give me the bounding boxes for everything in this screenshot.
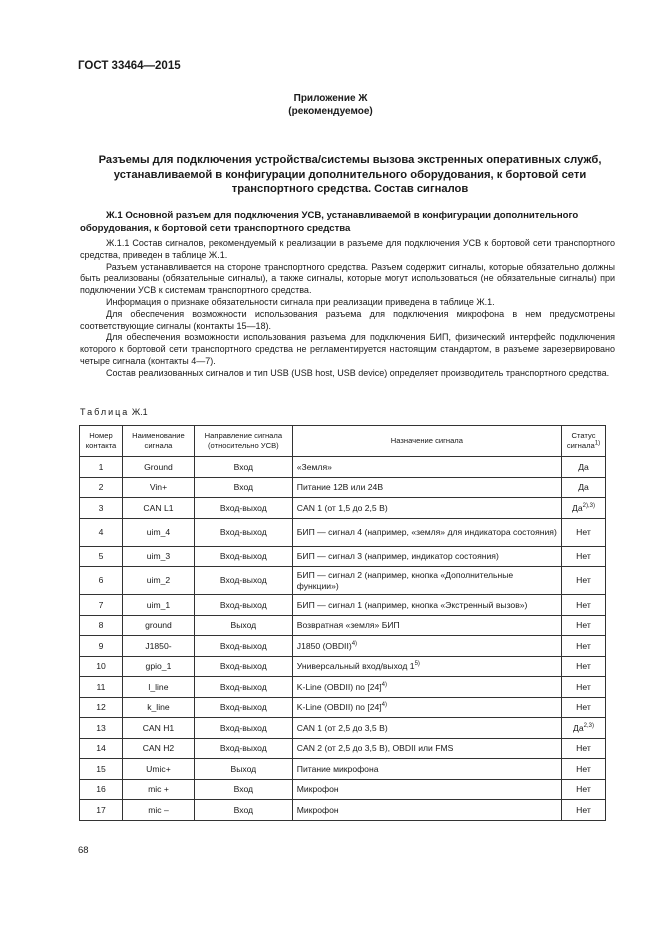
header-purpose: Назначение сигнала [292, 426, 561, 457]
cell-purpose [292, 779, 561, 800]
cell-num: 2 [80, 477, 123, 498]
cell-status [561, 636, 605, 657]
cell-name: l_line [122, 677, 194, 698]
cell-purpose [292, 518, 561, 546]
table-row [80, 498, 606, 519]
cell-status [561, 457, 605, 478]
cell-status [561, 697, 605, 718]
table-row [80, 677, 606, 698]
cell-num: 14 [80, 738, 123, 759]
cell-purpose [292, 759, 561, 780]
table-caption [80, 407, 148, 417]
cell-num: 1 [80, 457, 123, 478]
cell-direction: Вход [194, 779, 292, 800]
cell-purpose-text: J1850 (OBDII) [296, 640, 352, 651]
cell-status-footnote: 2,3) [583, 722, 594, 729]
table-row [80, 615, 606, 636]
title-line: Разъемы для подключения устройства/системы вызова экстренных оперативных служб, [98, 154, 602, 166]
cell-status-text: Да [572, 502, 583, 513]
section-heading-line: Ж.1 Основной разъем для подключения УСВ, устанавливаемой в конфигурации дополнительного [106, 210, 579, 221]
cell-num: 3 [80, 498, 123, 519]
cell-purpose-text: Питание микрофона [296, 763, 379, 774]
appendix-note: (рекомендуемое) [288, 106, 373, 117]
cell-status-text: Нет [576, 526, 591, 537]
cell-direction: Вход-выход [194, 697, 292, 718]
cell-direction: Вход-выход [194, 738, 292, 759]
cell-status-text: Да [578, 461, 589, 472]
cell-purpose-text: K-Line (OBDII) по [24] [296, 681, 382, 692]
cell-num: 11 [80, 677, 123, 698]
cell-status [561, 498, 605, 519]
header-status-text: Статус сигнала [566, 431, 596, 450]
title-line: транспортного средства. Состав сигналов [231, 183, 469, 195]
cell-num: 6 [80, 567, 123, 595]
cell-direction: Вход-выход [194, 518, 292, 546]
cell-purpose [292, 615, 561, 636]
cell-direction: Вход-выход [194, 546, 292, 567]
cell-num: 16 [80, 779, 123, 800]
cell-status [561, 595, 605, 616]
cell-name: Vin+ [122, 477, 194, 498]
cell-num: 12 [80, 697, 123, 718]
cell-purpose-footnote: 4) [351, 640, 358, 647]
cell-num: 8 [80, 615, 123, 636]
cell-status-text: Нет [576, 661, 591, 672]
cell-name: CAN H2 [122, 738, 194, 759]
paragraph: Информация о признаке обязательности сигнала при реализации приведена в таблице Ж.1. [106, 296, 495, 307]
cell-name: mic – [122, 800, 194, 821]
table-row [80, 477, 606, 498]
cell-name: Ground [122, 457, 194, 478]
cell-purpose-text: БИП — сигнал 3 (например, индикатор состояния) [296, 551, 499, 562]
cell-num: 13 [80, 718, 123, 739]
cell-status-text: Нет [576, 599, 591, 610]
cell-name: J1850- [122, 636, 194, 657]
cell-name: uim_4 [122, 518, 194, 546]
paragraph: Разъем устанавливается на стороне транспортного средства. Разъем содержит сигналы, которые обязательно должны быть реализованы (обязательные сигналы), а также сигналы, которые могут использоваться (не обязательные сигналы) при подключении УСВ к системам транспортного средства. [80, 261, 615, 296]
cell-direction: Вход-выход [194, 567, 292, 595]
cell-purpose-text: Питание 12В или 24В [296, 482, 384, 493]
paragraph: Состав реализованных сигналов и тип USB (USB host, USB device) определяет производитель транспортного средства. [106, 367, 610, 378]
cell-direction: Вход-выход [194, 677, 292, 698]
section-heading-line: оборудования, к бортовой сети транспортного средства [80, 222, 351, 234]
cell-num: 5 [80, 546, 123, 567]
cell-direction: Выход [194, 615, 292, 636]
cell-name: CAN H1 [122, 718, 194, 739]
cell-name: mic + [122, 779, 194, 800]
cell-name: Umic+ [122, 759, 194, 780]
cell-num: 9 [80, 636, 123, 657]
cell-name: k_line [122, 697, 194, 718]
table-row [80, 800, 606, 821]
section-heading [80, 210, 620, 235]
cell-num: 15 [80, 759, 123, 780]
cell-name: uim_1 [122, 595, 194, 616]
cell-direction: Выход [194, 759, 292, 780]
table-caption-label: Таблица [80, 407, 130, 417]
cell-status [561, 546, 605, 567]
cell-status-text: Нет [576, 575, 591, 585]
cell-purpose-footnote: 5) [414, 661, 420, 668]
cell-purpose-text: «Земля» [296, 461, 332, 472]
cell-direction: Вход-выход [194, 498, 292, 519]
cell-direction: Вход-выход [194, 718, 292, 739]
cell-status [561, 615, 605, 636]
cell-direction: Вход-выход [194, 595, 292, 616]
cell-purpose [292, 738, 561, 759]
cell-status [561, 718, 605, 739]
cell-purpose-text: CAN 1 (от 2,5 до 3,5 В) [296, 722, 388, 733]
cell-purpose [292, 595, 561, 616]
cell-status [561, 477, 605, 498]
cell-purpose [292, 546, 561, 567]
cell-status [561, 759, 605, 780]
paragraph: Для обеспечения возможности использования разъема для подключения микрофона в нем предусмотрены соответствующие сигналы (контакты 15—18). [80, 308, 615, 331]
cell-status-text: Да [578, 482, 589, 493]
table-row [80, 457, 606, 478]
table-row [80, 697, 606, 718]
cell-purpose [292, 636, 561, 657]
cell-status [561, 677, 605, 698]
cell-status-text: Нет [576, 784, 591, 795]
cell-num: 7 [80, 595, 123, 616]
cell-purpose-text: Микрофон [296, 784, 339, 795]
header-num: Номер контакта [80, 426, 123, 457]
cell-purpose-text: БИП — сигнал 4 (например, «земля» для индикатора состояния) [296, 526, 557, 537]
document-title [80, 153, 620, 197]
cell-purpose [292, 656, 561, 677]
cell-name: uim_3 [122, 546, 194, 567]
cell-direction: Вход-выход [194, 656, 292, 677]
cell-num: 17 [80, 800, 123, 821]
cell-purpose-footnote: 4) [381, 681, 388, 688]
cell-purpose [292, 697, 561, 718]
table-row [80, 546, 606, 567]
cell-purpose [292, 800, 561, 821]
cell-status [561, 567, 605, 595]
header-name: Наименование сигнала [122, 426, 194, 457]
table-row [80, 738, 606, 759]
cell-purpose-text: CAN 1 (от 1,5 до 2,5 В) [296, 502, 388, 513]
cell-status-text: Нет [576, 620, 591, 631]
cell-status [561, 518, 605, 546]
cell-status-text: Нет [576, 804, 591, 815]
cell-purpose [292, 477, 561, 498]
cell-status-text: Нет [576, 743, 591, 754]
cell-status-text: Да [573, 722, 584, 733]
body-text [80, 238, 615, 380]
cell-direction: Вход [194, 457, 292, 478]
cell-purpose-text: Микрофон [296, 804, 339, 815]
cell-purpose [292, 567, 561, 595]
cell-purpose-text: CAN 2 (от 2,5 до 3,5 В), OBDII или FMS [296, 743, 454, 754]
cell-status [561, 656, 605, 677]
table-row [80, 518, 606, 546]
table-row [80, 595, 606, 616]
page-number: 68 [78, 845, 89, 856]
document-header: ГОСТ 33464—2015 [78, 60, 181, 72]
paragraph: Для обеспечения возможности использования разъема для подключения БИП, физический интерфейс подключения которого к бортовой сети транспортного средства не регламентируется настоящим стандартом, в разъеме зарезервировано четыре сигнала (контакты 4—7). [80, 332, 615, 366]
cell-purpose-text: Возвратная «земля» БИП [296, 620, 400, 631]
cell-name: uim_2 [122, 567, 194, 595]
cell-direction: Вход-выход [194, 636, 292, 657]
title-line: устанавливаемой в конфигурации дополнительного оборудования, к бортовой сети [113, 168, 587, 181]
appendix-title: Приложение Ж [293, 93, 368, 104]
cell-purpose [292, 677, 561, 698]
cell-status [561, 738, 605, 759]
header-direction: Направление сигнала (относительно УСВ) [194, 426, 292, 457]
cell-purpose [292, 498, 561, 519]
paragraph: Ж.1.1 Состав сигналов, рекомендуемый к реализации в разъеме для подключения УСВ к бортовой сети транспортного средства, приведен в таблице Ж.1. [80, 238, 615, 260]
cell-num: 10 [80, 656, 123, 677]
table-row [80, 779, 606, 800]
cell-purpose-text: БИП — сигнал 1 (например, кнопка «Экстренный вызов») [296, 599, 528, 610]
table-row [80, 759, 606, 780]
header-status-footnote: 1) [594, 440, 601, 447]
cell-status-text: Нет [576, 551, 591, 562]
table-row [80, 718, 606, 739]
table-header-row [80, 426, 606, 457]
cell-purpose-text: Универсальный вход/выход 1 [296, 661, 415, 672]
cell-name: ground [122, 615, 194, 636]
table-body [80, 457, 606, 821]
table-row [80, 656, 606, 677]
cell-num: 4 [80, 518, 123, 546]
cell-direction: Вход [194, 800, 292, 821]
cell-status-footnote: 2),3) [582, 502, 595, 509]
table-row [80, 636, 606, 657]
cell-direction: Вход [194, 477, 292, 498]
cell-purpose-text: K-Line (OBDII) по [24] [296, 702, 382, 713]
cell-purpose [292, 457, 561, 478]
cell-status-text: Нет [576, 702, 591, 713]
header-status [561, 426, 605, 457]
cell-status-text: Нет [576, 640, 591, 651]
cell-name: gpio_1 [122, 656, 194, 677]
signals-table [79, 425, 606, 821]
cell-status-text: Нет [576, 681, 591, 692]
cell-status-text: Нет [576, 763, 591, 774]
cell-purpose-text: БИП — сигнал 2 (например, кнопка «Дополнительные функции») [296, 569, 514, 591]
cell-purpose-footnote: 4) [381, 702, 388, 709]
cell-name: CAN L1 [122, 498, 194, 519]
cell-status [561, 779, 605, 800]
table-caption-number: Ж.1 [131, 407, 148, 417]
cell-purpose [292, 718, 561, 739]
cell-status [561, 800, 605, 821]
table-row [80, 567, 606, 595]
